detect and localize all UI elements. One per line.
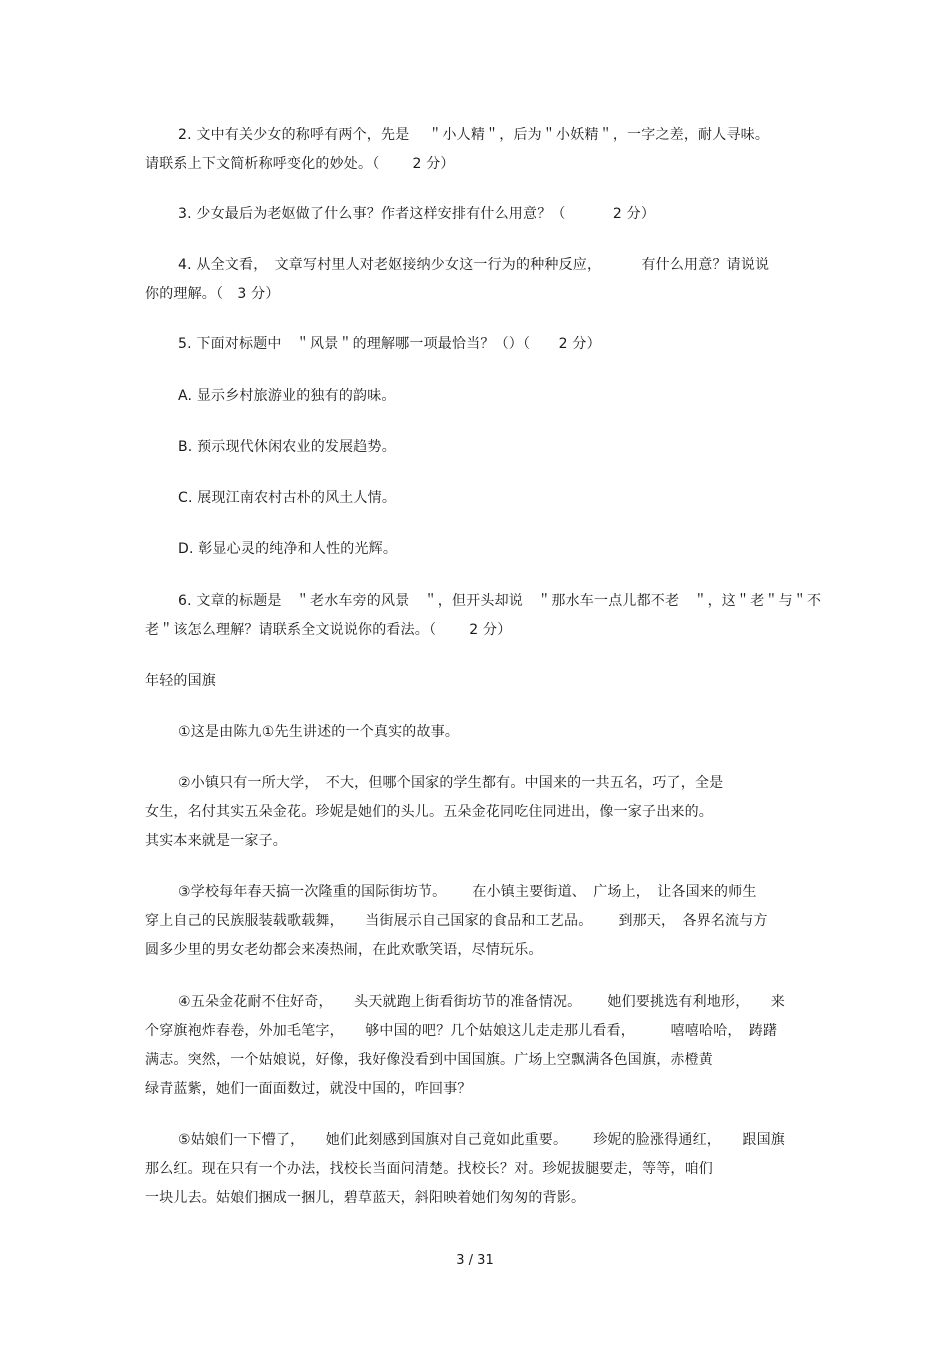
question-2-line-2: 请联系上下文简析称呼变化的妙处。（ 2 分） [145, 156, 455, 172]
paragraph-4-line-2: 个穿旗袍炸春卷，外加毛笔字， 够中国的吧？几个姑娘这儿走走那儿看看， 嘻嘻哈哈， 踌躇 [145, 1023, 778, 1039]
option-d: D. 彰显心灵的纯净和人性的光辉。 [178, 541, 398, 557]
paragraph-5-line-1: ⑤姑娘们一下懵了， 她们此刻感到国旗对自己竟如此重要。 珍妮的脸涨得通红， 跟国旗 [178, 1132, 785, 1148]
question-5: 5. 下面对标题中 ＂风景＂的理解哪一项最恰当？（）（ 2 分） [178, 336, 601, 352]
paragraph-2-line-2: 女生，名付其实五朵金花。珍妮是她们的头儿。五朵金花同吃住同进出，像一家子出来的。 [145, 804, 713, 820]
paragraph-3-line-2: 穿上自己的民族服装载歌载舞， 当街展示自己国家的食品和工艺品。 到那天， 各界名流与方 [145, 913, 768, 929]
paragraph-4-line-4: 绿青蓝紫，她们一面面数过，就没中国的，咋回事？ [145, 1081, 472, 1097]
question-2-line-1: 2. 文中有关少女的称呼有两个，先是 ＂小人精＂，后为＂小妖精＂，一字之差，耐人寻味。 [178, 127, 770, 143]
paragraph-5-line-3: 一块儿去。姑娘们捆成一捆儿，碧草蓝天，斜阳映着她们匆匆的背影。 [145, 1190, 586, 1206]
paragraph-4-line-1: ④五朵金花耐不住好奇， 头天就跑上街看街坊节的准备情况。 她们要挑选有利地形， 来 [178, 994, 785, 1010]
option-c: C. 展现江南农村古朴的风土人情。 [178, 490, 397, 506]
option-b: B. 预示现代休闲农业的发展趋势。 [178, 439, 396, 455]
question-6-line-1: 6. 文章的标题是 ＂老水车旁的风景 ＂，但开头却说 ＂那水车一点儿都不老 ＂，这＂老＂与＂不 [178, 593, 822, 609]
question-4-line-1: 4. 从全文看， 文章写村里人对老妪接纳少女这一行为的种种反应， 有什么用意？请说说 [178, 257, 770, 273]
paragraph-3-line-1: ③学校每年春天搞一次隆重的国际街坊节。 在小镇主要街道、 广场上， 让各国来的师生 [178, 884, 757, 900]
question-6-line-2: 老＂该怎么理解？请联系全文说说你的看法。（ 2 分） [145, 622, 512, 638]
paragraph-1: ①这是由陈九①先生讲述的一个真实的故事。 [178, 724, 460, 740]
paragraph-5-line-2: 那么红。现在只有一个办法，找校长当面问清楚。找校长？对。珍妮拔腿要走，等等，咱们 [145, 1161, 713, 1177]
paragraph-3-line-3: 圆多少里的男女老幼都会来凑热闹，在此欢歌笑语，尽情玩乐。 [145, 942, 543, 958]
question-4-line-2: 你的理解。（ 3 分） [145, 286, 280, 302]
paragraph-4-line-3: 满志。突然，一个姑娘说，好像，我好像没看到中国国旗。广场上空飘满各色国旗，赤橙黄 [145, 1052, 713, 1068]
question-3: 3. 少女最后为老妪做了什么事？作者这样安排有什么用意？（ 2 分） [178, 206, 656, 222]
page-number: 3 / 31 [456, 1253, 494, 1268]
paragraph-2-line-1: ②小镇只有一所大学， 不大，但哪个国家的学生都有。中国来的一共五名，巧了，全是 [178, 775, 724, 791]
article-title: 年轻的国旗 [145, 673, 216, 689]
paragraph-2-line-3: 其实本来就是一家子。 [145, 833, 287, 849]
option-a: A. 显示乡村旅游业的独有的韵味。 [178, 388, 396, 404]
